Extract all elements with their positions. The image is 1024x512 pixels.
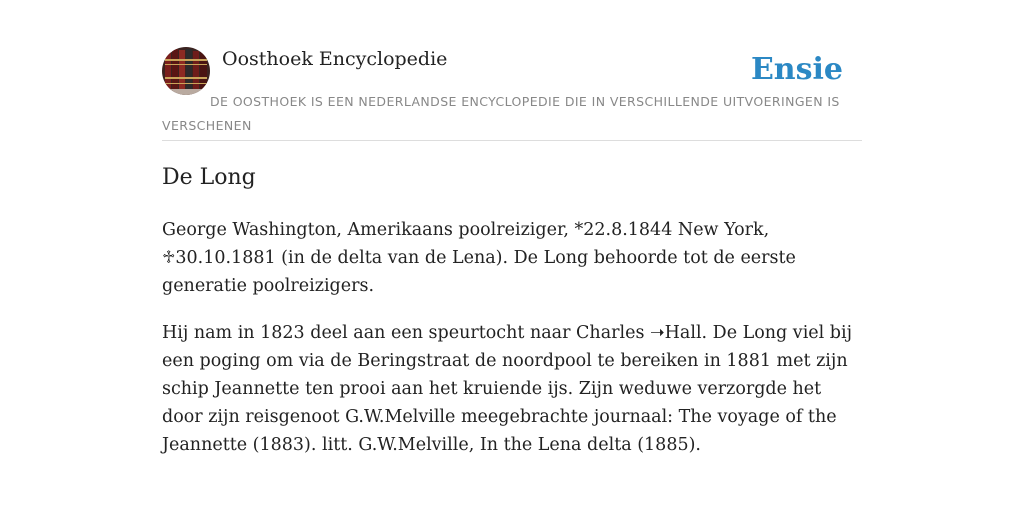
article-paragraph: George Washington, Amerikaans poolreiziger, *22.8.1844 New York, ♱30.10.1881 (in de delta van de Lena). De Long behoorde tot de eerste generatie poolreizigers.: [162, 220, 796, 296]
article-body: [162, 216, 864, 478]
article-title: De Long: [162, 165, 256, 190]
site-tagline: DE OOSTHOEK IS EEN NEDERLANDSE ENCYCLOPEDIE DIE IN VERSCHILLENDE UITVOERINGEN IS VERSCHENEN: [162, 94, 840, 133]
brand-logo[interactable]: Ensie: [750, 52, 843, 87]
site-name[interactable]: Oosthoek Encyclopedie: [222, 48, 448, 70]
site-header: [162, 46, 862, 141]
article-paragraph: Hij nam in 1823 deel aan een speurtocht naar Charles ➝Hall. De Long viel bij een poging om via de Beringstraat de noordpool te bereiken in 1881 met zijn schip Jeannette ten prooi aan het kruiende ijs. Zijn weduwe verzorgde het door zijn reisgenoot G.W.Melville meegebrachte journaal: The voyage of the Jeannette (1883). litt. G.W.Melville, In the Lena delta (1885).: [162, 323, 853, 455]
encyclopedia-books-icon[interactable]: [162, 47, 210, 95]
